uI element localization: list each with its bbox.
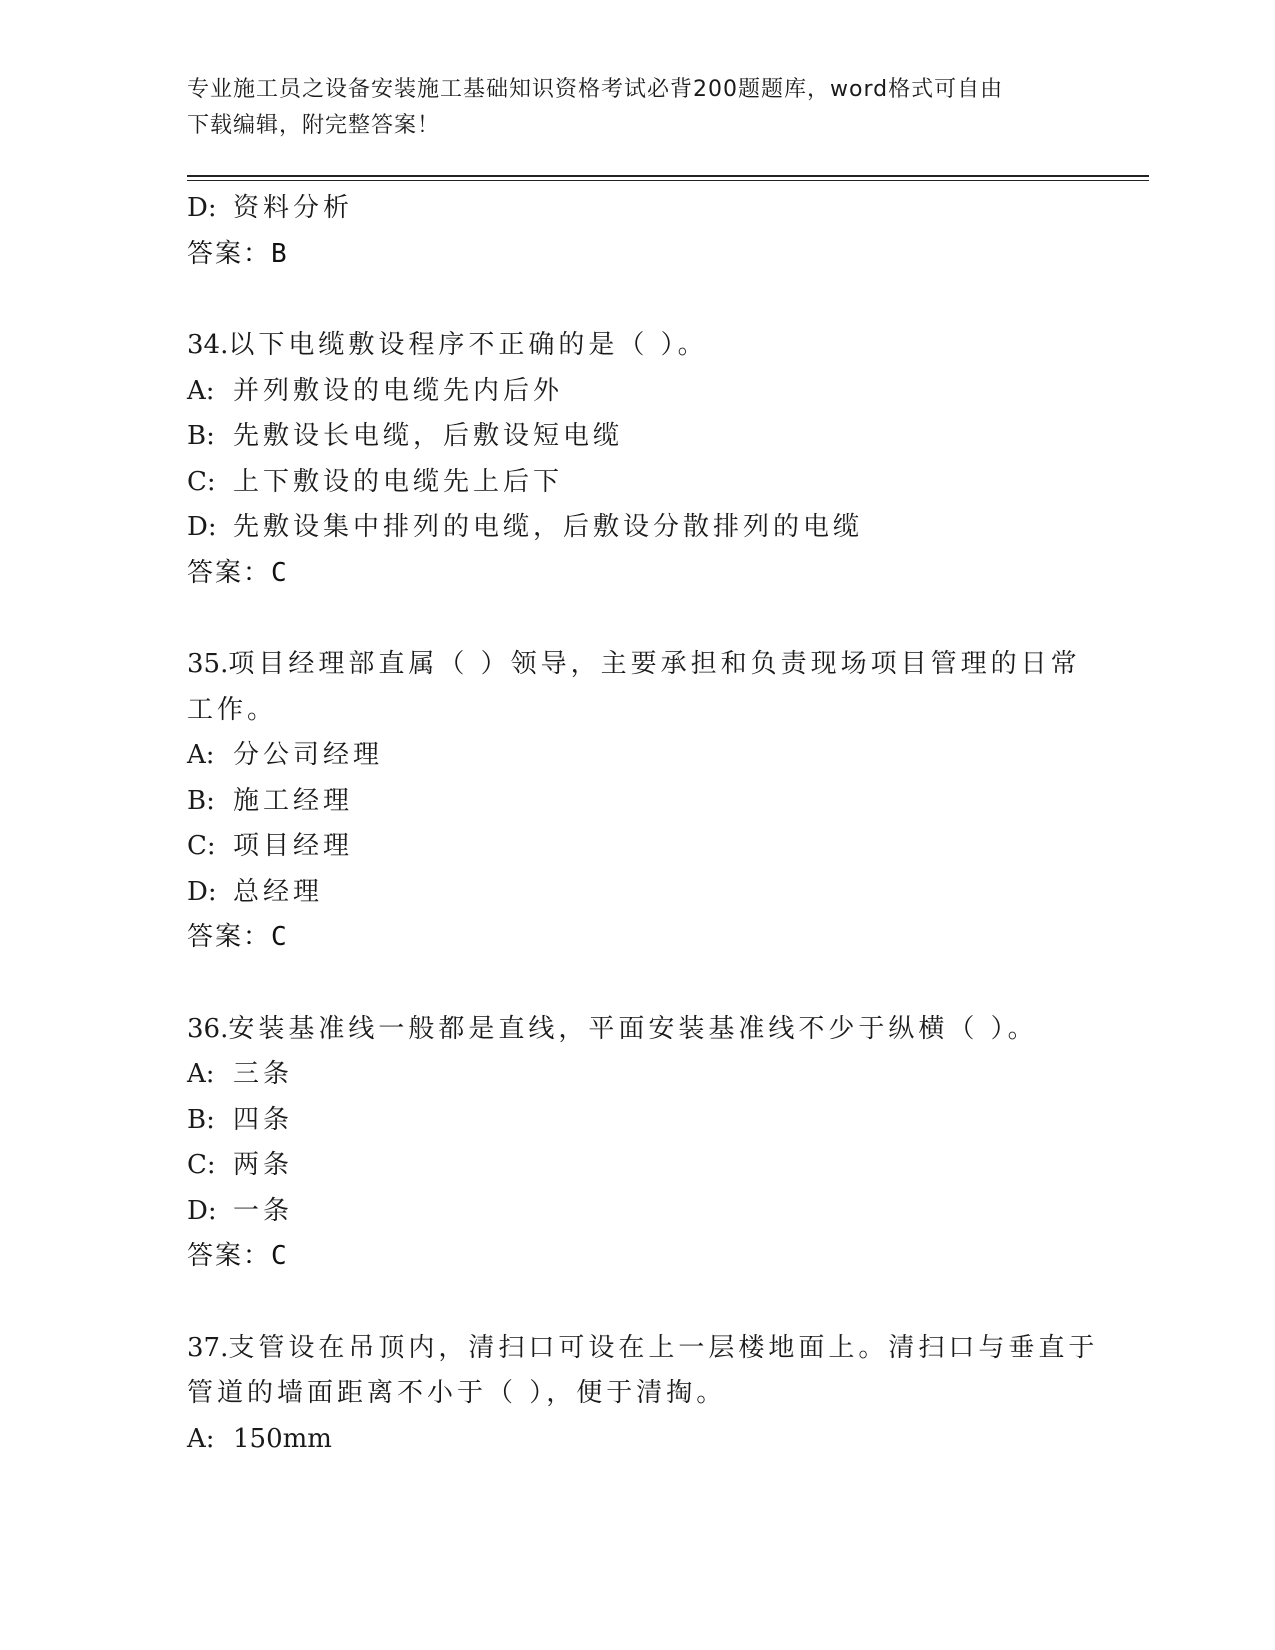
option-b <box>187 779 1087 825</box>
spacer <box>187 277 1087 323</box>
option-c <box>187 824 1087 870</box>
option-label: A: <box>187 1059 215 1089</box>
answer-label: 答案： <box>187 922 272 952</box>
spacer <box>187 961 1087 1007</box>
option-d <box>187 186 1087 232</box>
option-label: A: <box>187 1423 215 1454</box>
option-text: 三条 <box>233 1059 294 1089</box>
document-header <box>187 72 1087 144</box>
question-text: 工作。 <box>187 694 278 725</box>
option-label: A: <box>187 375 215 406</box>
question-number: 37. <box>187 1332 229 1363</box>
option-label: D: <box>187 193 217 223</box>
question-content <box>187 186 1099 1462</box>
question-stem-continued <box>187 1371 1087 1417</box>
option-label: D: <box>187 512 217 542</box>
option-text: 先敷设长电缆，后敷设短电缆 <box>233 421 624 451</box>
answer-line <box>187 551 1087 597</box>
header-line-2: 下载编辑，附完整答案！ <box>187 113 441 138</box>
option-text: 并列敷设的电缆先内后外 <box>233 375 564 406</box>
answer-label: 答案： <box>187 238 272 269</box>
option-label: A: <box>187 740 215 770</box>
header-divider <box>187 175 1149 177</box>
option-a <box>187 1052 1087 1098</box>
option-text: 四条 <box>233 1104 294 1135</box>
spacer <box>187 1280 1087 1326</box>
answer-value: C <box>271 922 287 952</box>
answer-value: B <box>271 238 287 269</box>
option-text: 施工经理 <box>233 785 354 816</box>
question-number: 36. <box>187 1013 229 1044</box>
option-d <box>187 870 1087 916</box>
option-a <box>187 733 1087 779</box>
option-c <box>187 1143 1087 1189</box>
option-b <box>187 414 1087 460</box>
header-divider-thin <box>187 180 1149 181</box>
question-stem <box>187 323 1087 369</box>
option-text: 150mm <box>233 1423 332 1454</box>
answer-value: C <box>271 1241 287 1271</box>
option-text: 上下敷设的电缆先上后下 <box>233 466 564 497</box>
option-label: B: <box>187 1104 215 1135</box>
question-stem <box>187 1007 1087 1053</box>
option-label: D: <box>187 876 217 907</box>
option-a <box>187 1417 1087 1463</box>
option-label: D: <box>187 1195 217 1226</box>
option-text: 总经理 <box>233 876 324 907</box>
question-number: 34. <box>187 330 229 360</box>
option-text: 两条 <box>233 1150 294 1180</box>
option-c <box>187 460 1087 506</box>
option-text: 一条 <box>233 1195 294 1226</box>
option-label: B: <box>187 785 215 816</box>
spacer <box>187 596 1087 642</box>
question-stem-continued <box>187 688 1087 734</box>
question-stem <box>187 1326 1099 1372</box>
question-text: 项目经理部直属（ ）领导，主要承担和负责现场项目管理的日常 <box>228 649 1081 679</box>
header-line-1: 专业施工员之设备安装施工基础知识资格考试必背200题题库，word格式可自由 <box>187 77 1004 102</box>
answer-line <box>187 1234 1087 1280</box>
answer-value: C <box>271 557 287 588</box>
question-text: 以下电缆敷设程序不正确的是（ ）。 <box>228 330 708 360</box>
option-label: C: <box>187 1150 216 1180</box>
option-b <box>187 1098 1087 1144</box>
question-text: 支管设在吊顶内，清扫口可设在上一层楼地面上。清扫口与垂直于 <box>228 1332 1099 1363</box>
answer-line <box>187 915 1087 961</box>
option-text: 项目经理 <box>233 831 354 861</box>
option-label: B: <box>187 421 215 451</box>
option-a <box>187 369 1087 415</box>
option-d <box>187 1189 1087 1235</box>
question-number: 35. <box>187 649 229 679</box>
question-stem <box>187 642 1087 688</box>
answer-label: 答案： <box>187 1241 272 1271</box>
answer-line <box>187 232 1087 278</box>
option-d <box>187 505 1087 551</box>
option-text: 分公司经理 <box>233 740 384 770</box>
answer-label: 答案： <box>187 557 272 588</box>
option-label: C: <box>187 831 216 861</box>
question-text: 安装基准线一般都是直线，平面安装基准线不少于纵横（ ）。 <box>228 1013 1038 1044</box>
option-text: 资料分析 <box>233 193 354 223</box>
option-text: 先敷设集中排列的电缆，后敷设分散排列的电缆 <box>233 512 864 542</box>
question-text: 管道的墙面距离不小于（ ），便于清掏。 <box>187 1378 727 1408</box>
option-label: C: <box>187 466 216 497</box>
